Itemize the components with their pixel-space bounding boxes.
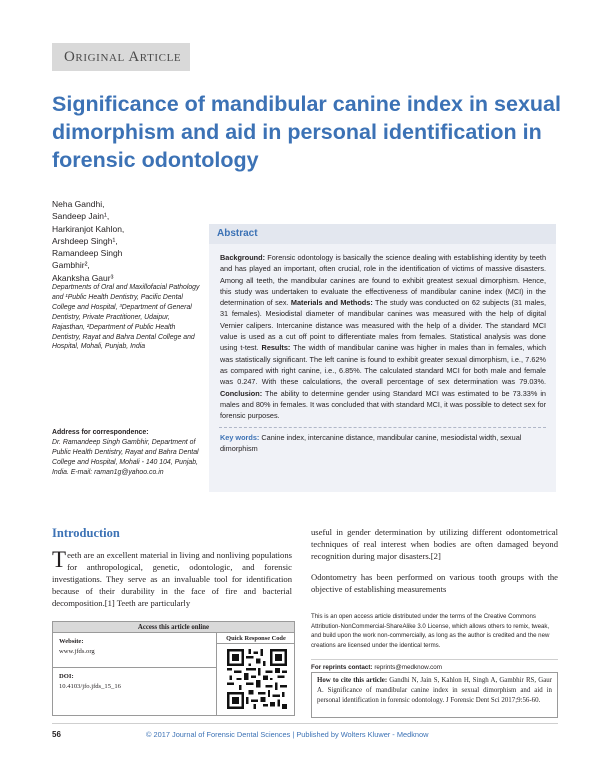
background-label: Background: [220,253,265,262]
author: Sandeep Jain¹, [52,211,110,222]
methods-text: The study was conducted on 62 subjects (31 males, 31 females). Mesiodistal diameter of mandibular canines was measured with the help of digital Vernier calipers. Intercanine distance was measured with the help of a divider. The standard MCI value is used as a cut off point to differentiate males from females. Statistical analysis was done using t-test. [220,298,546,353]
author: Arshdeep Singh¹, [52,235,118,246]
website-label: Website: [59,638,84,645]
abstract-text [209,244,556,421]
abstract-box [209,224,556,492]
qr-column [216,633,295,716]
background-text: Forensic odontology is basically the science dealing with establishing identity by teeth and has played an important, often crucial, role in the identification of victims of massive disasters. Among all teeth, the mandibular canines are found to exhibit greatest sexual dimorphism. Hence, this study was undertaken to evaluate the effectiveness of mandibular canine index (MCI) in the determination of sex. [220,253,546,308]
access-info [59,637,209,692]
access-online-box [52,621,295,716]
footer-divider [52,723,558,724]
access-heading: Access this article online [53,622,294,633]
right-paragraph: Odontometry has been performed on various tooth groups with the objective of establishing measurements [311,572,558,595]
author-list [52,198,204,284]
correspondence-label: Address for correspondence: [52,429,149,436]
results-text: The width of mandibular canine was higher in males than in females, which was statistically significant. The left canine is found to exhibit greater sexual dimorphism, i.e., 7.62% as compared with right canine, i.e., 6.85%. The calculated standard MCI for both male and female was 0.247. With these calculations, the overall percentage of sex determination was 79.03%. [220,343,547,387]
introduction-heading: Introduction [52,526,120,540]
article-title: Significance of mandibular canine index in sexual dimorphism and aid in personal identification in forensic odontology [52,92,561,172]
author: Ramandeep Singh [52,248,123,259]
citation-box [311,672,558,718]
correspondence-text: Dr. Ramandeep Singh Gambhir, Department of Public Health Dentistry, Rayat and Bahra Dental College and Hospital, Mohali - 140 104, Punjab, India. E-mail: raman1g@yahoo.co.in [52,438,199,476]
access-divider [53,667,216,668]
methods-label: Materials and Methods: [290,298,373,308]
results-label: Results: [261,343,291,353]
right-paragraph: useful in gender determination by utilizing different odontometrical techniques of real interest when bodies are often damaged beyond recognition during major disasters.[2] [311,527,558,562]
footer-text: © 2017 Journal of Forensic Dental Sciences | Published by Wolters Kluwer - Medknow [146,730,429,739]
author: Neha Gandhi, [52,199,105,209]
keywords-label: Key words: [220,433,260,443]
introduction-text [52,549,292,609]
article-type-label: Original Article [52,43,190,71]
doi-value[interactable]: 10.4103/jfo.jfds_15_16 [59,683,121,690]
page-number: 56 [52,730,61,739]
license-text: This is an open access article distributed under the terms of the Creative Commons Attribution-NonCommercial-ShareAlike 3.0 License, which allows others to remix, tweak, and build upon the work non-commercially, as long as the author is credited and the new creations are licensed under the identical terms. [311,613,550,649]
reprints-label: For reprints contact: [311,664,373,671]
website-link[interactable]: www.jfds.org [59,648,95,655]
reprints-email[interactable]: reprints@medknow.com [374,664,442,671]
affiliations: Departments of Oral and Maxillofacial Pathology and ¹Public Health Dentistry, Pacific Dental College and Hospital, ³Department of General Dentistry, Private Practitioner, Udaipur, Rajasthan, ²Department of Public Health Dentistry, Rayat and Bahra Dental College and Hospital, Mohali, Punjab, India [52,284,200,351]
qr-code-icon [227,649,287,709]
introduction-paragraph: eeth are an excellent material in living and nonliving populations for anthropological, genetic, odontologic, and forensic investigations. They serve as an invaluable tool for identification because of their durability in the face of fire and bacterial decomposition.[1] Teeth are particularly [52,550,292,609]
cite-label: How to cite this article: [317,677,388,684]
dropcap: T [52,547,67,572]
keywords-text: Canine index, intercanine distance, mandibular canine, mesiodistal width, sexual dimorphism [220,433,522,454]
doi-label: DOI: [59,673,74,680]
author: Akanksha Gaur³ [52,272,114,283]
conclusion-text: The ability to determine gender using Standard MCI was estimated to be 73.33% in males and 80% in females. It was concluded that with standard MCI, it was possible to detect sex for forensic purposes. [220,388,546,421]
conclusion-label: Conclusion: [220,388,263,398]
qr-label: Quick Response Code [217,633,295,644]
correspondence-block [52,428,202,478]
right-column-text [311,526,558,604]
author: Harkiranjot Kahlon, [52,223,125,234]
cite-text: Gandhi N, Jain S, Kahlon H, Singh A, Gambhir RS, Gaur A. Significance of mandibular canine index in sexual dimorphism and aid in personal identification in forensic odontology. J Forensic Dent Sci 2017;9:56-60. [317,677,552,704]
keywords [209,428,556,454]
author: Gambhir², [52,260,90,271]
reprints-line [311,659,558,671]
abstract-heading: Abstract [209,224,556,244]
